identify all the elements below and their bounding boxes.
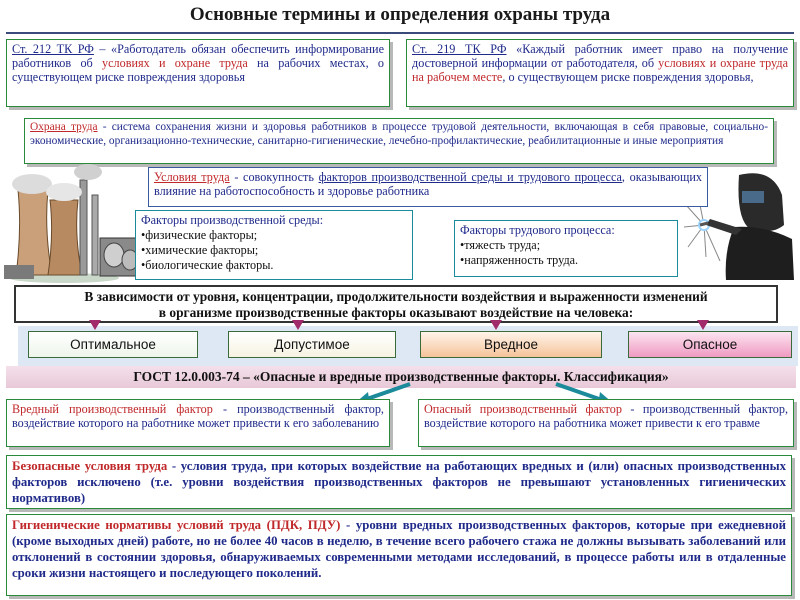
level-optimal: Оптимальное — [28, 331, 198, 358]
working-conditions-text-1: - совокупность — [229, 170, 319, 184]
process-factors-heading: Факторы трудового процесса: — [460, 223, 615, 237]
article-212-highlight: условиях и охране труда — [102, 56, 248, 70]
process-factor-item: •тяжесть труда; — [460, 238, 541, 252]
safe-conditions-text: - условия труда, при которых воздействие на работающих вредных и (или) опасных производственных факторов исключено (т.е. уровни воздействия производственных факторов не превышают установленных гигиенических нормативов) — [12, 459, 786, 505]
harmful-factor-term: Вредный производственный фактор — [12, 402, 213, 416]
article-219-highlight: условиях и охране труда на рабочем месте — [412, 56, 788, 84]
dangerous-factor-text: - производственный фактор, воздействие которого на работника может привести к его травме — [424, 402, 788, 430]
harmful-factor-text: - производственный фактор, воздействие которого на работнике может привести к его заболеванию — [12, 402, 384, 430]
article-219-box — [406, 39, 794, 107]
working-conditions-definition — [148, 167, 708, 207]
level-acceptable: Допустимое — [228, 331, 396, 358]
level-marker — [292, 320, 304, 330]
level-harmful: Вредное — [420, 331, 602, 358]
dependency-statement-box — [14, 285, 778, 323]
dangerous-factor-term: Опасный производственный фактор — [424, 402, 622, 416]
safe-conditions-definition — [6, 455, 792, 509]
article-212-ref: Ст. 212 ТК РФ — [12, 42, 94, 56]
hygienic-norms-definition — [6, 514, 792, 596]
labor-protection-text: - система сохранения жизни и здоровья работников в процессе трудовой деятельности, включающая в себя правовые, социально-экономические, организационно-технические, санитарно-гигиенические, лечебно-профилактические, реабилитационные и иные мероприятия — [30, 121, 768, 147]
level-marker — [490, 320, 502, 330]
title-divider — [6, 32, 794, 34]
dependency-line-2: в организме производственные факторы оказывают воздействие на человека: — [158, 305, 634, 320]
gost-reference-bar: ГОСТ 12.0.003-74 – «Опасные и вредные производственные факторы. Классификация» — [6, 366, 796, 388]
article-219-text-2: , о существующем риске повреждения здоровья, — [502, 70, 754, 84]
article-219-text-1: «Каждый работник имеет право на получение достоверной информации от работодателя, об — [412, 42, 788, 70]
harmful-factor-definition — [6, 399, 390, 447]
article-212-text-1: – «Работодатель обязан обеспечить информирование работников об — [12, 42, 384, 70]
level-marker — [697, 320, 709, 330]
dangerous-factor-definition — [418, 399, 794, 447]
labor-protection-definition — [24, 118, 774, 164]
environment-factor-item: •физические факторы; — [141, 228, 258, 242]
process-factor-item: •напряженность труда. — [460, 253, 579, 267]
level-dangerous: Опасное — [628, 331, 792, 358]
safe-conditions-term: Безопасные условия труда — [12, 459, 168, 473]
article-212-text-2: на рабочих местах, о существующем риске повреждения здоровья — [12, 56, 384, 84]
environment-factor-item: •биологические факторы. — [141, 258, 274, 272]
working-conditions-highlight: факторов производственной среды и трудового процесса — [318, 170, 622, 184]
working-conditions-text-2: , оказывающих влияние на работоспособность и здоровье работника — [154, 170, 702, 198]
hygienic-norms-term: Гигиенические нормативы условий труда (ПДК, ПДУ) — [12, 518, 341, 532]
industrial-plant-illustration — [4, 160, 144, 285]
environment-factor-item: •химические факторы; — [141, 243, 259, 257]
level-marker — [89, 320, 101, 330]
process-factors-box — [454, 220, 678, 277]
hygienic-norms-text: - уровни вредных производственных факторов, которые при ежедневной (кроме выходных дней) работе, но не более 40 часов в неделю, в течение всего рабочего стажа не должны вызывать заболеваний или отклонений в состоянии здоровья, обнаруживаемых современными методами исследований, в процессе работы или в отдаленные сроки жизни настоящего и последующего поколений. — [12, 518, 786, 580]
article-212-box — [6, 39, 390, 107]
article-219-ref: Ст. 219 ТК РФ — [412, 42, 507, 56]
dependency-line-1: В зависимости от уровня, концентрации, продолжительности воздействия и выраженности изменений — [84, 289, 708, 304]
environment-factors-box — [135, 210, 413, 280]
labor-protection-term: Охрана труда — [30, 121, 98, 133]
page-title: Основные термины и определения охраны труда — [189, 4, 611, 25]
working-conditions-term: Условия труда — [154, 170, 230, 184]
environment-factors-heading: Факторы производственной среды: — [141, 213, 324, 227]
